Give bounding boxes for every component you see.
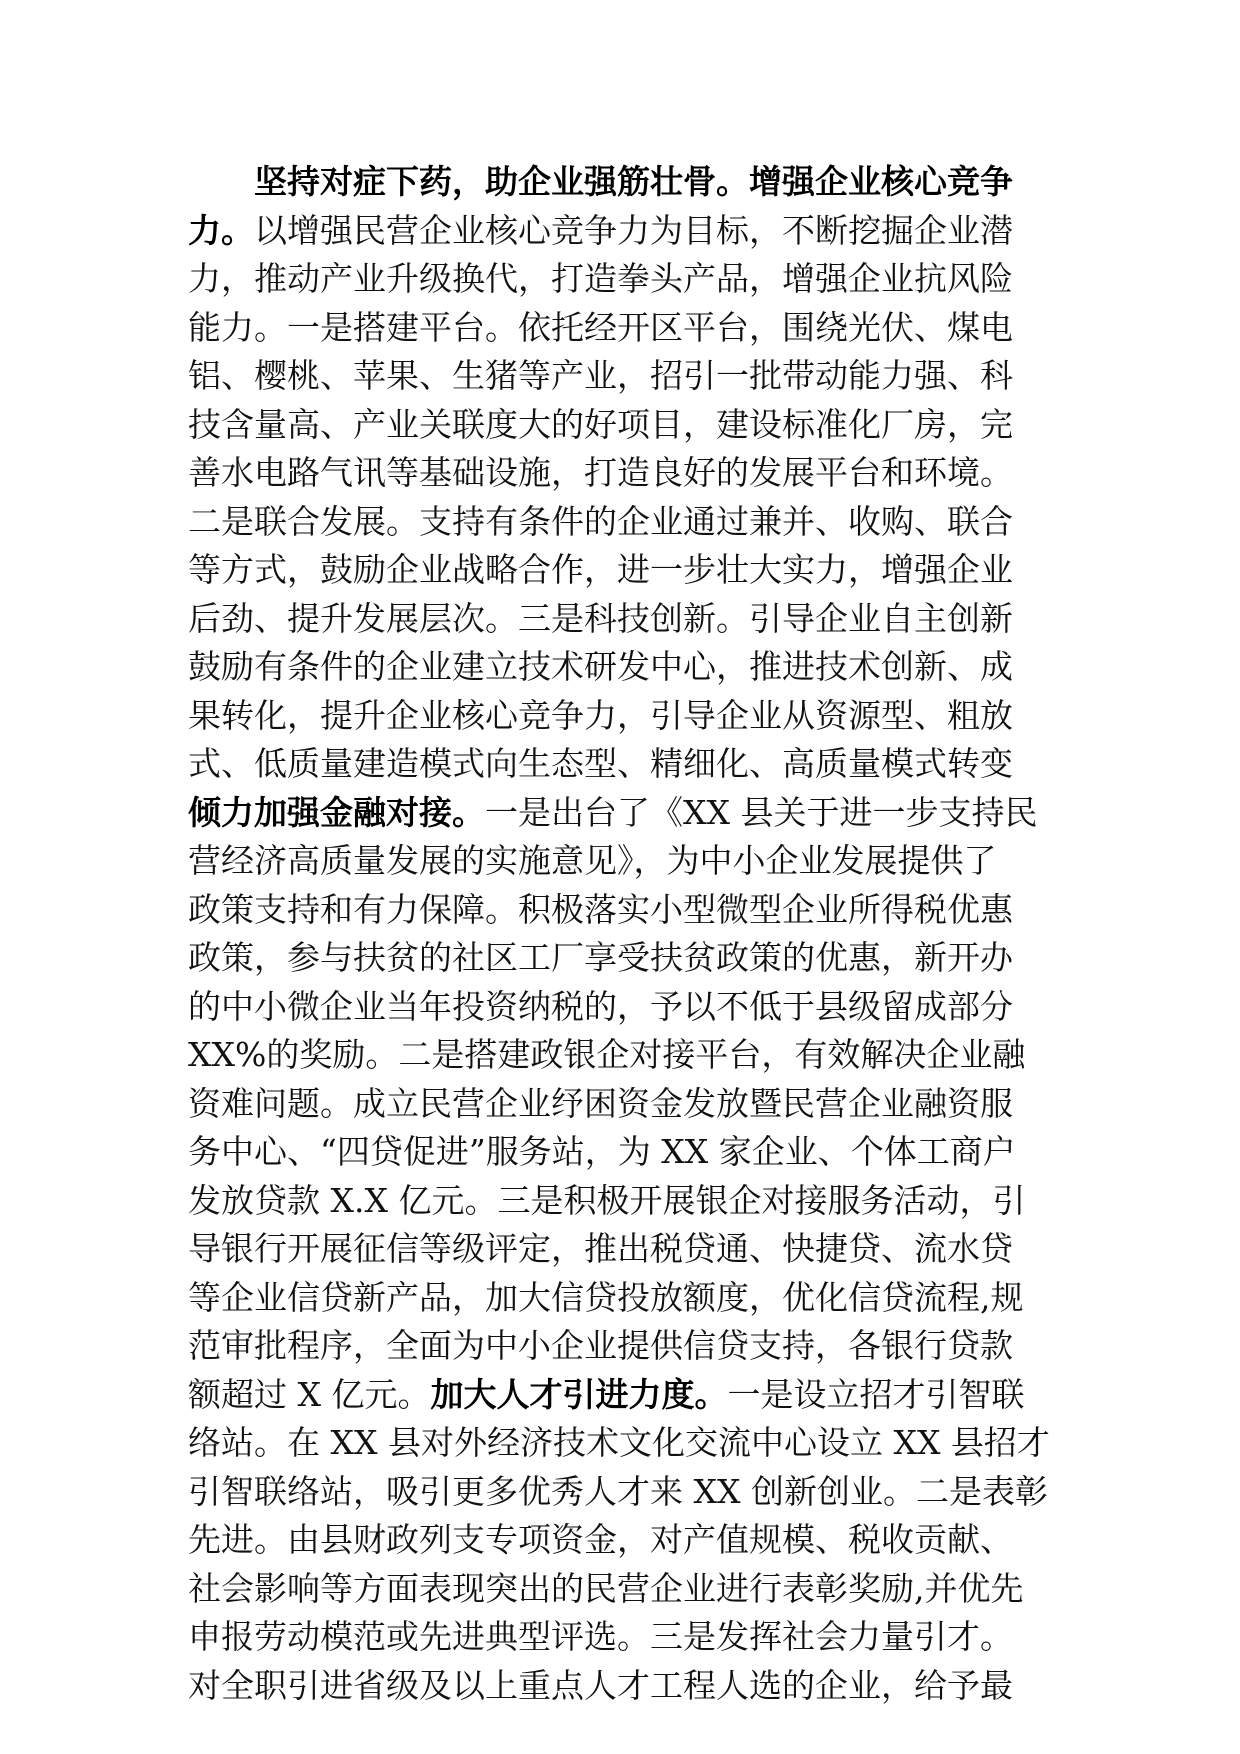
- text-line: [188, 1225, 1058, 1274]
- paragraph-text: 果转化，提升企业核心竞争力，引导企业从资源型、粗放: [188, 695, 1013, 735]
- text-line: [188, 1613, 1058, 1662]
- paragraph-text: 资难问题。成立民营企业纾困资金发放暨民营企业融资服: [188, 1083, 1013, 1123]
- paragraph-text: 式、低质量建造模式向生态型、精细化、高质量模式转变: [188, 744, 1013, 783]
- paragraph-text: 鼓励有条件的企业建立技术研发中心，推进技术创新、成: [188, 647, 1013, 686]
- text-line: [188, 449, 1058, 498]
- paragraph-text: 政策，参与扶贫的社区工厂享受扶贫政策的优惠，新开办: [188, 938, 1013, 977]
- paragraph-text: 一是出台了《XX 县关于进一步支持民: [485, 792, 1038, 832]
- paragraph-text: 务中心、“四贷促进”服务站，为 XX 家企业、个体工商户: [188, 1132, 1016, 1171]
- paragraph-text: 铝、樱桃、苹果、生猪等产业，招引一批带动能力强、科: [188, 356, 1013, 395]
- paragraph-text: 社会影响等方面表现突出的民营企业进行表彰奖励,并优先: [188, 1568, 1024, 1608]
- paragraph-text: 等方式，鼓励企业战略合作，进一步壮大实力，增强企业: [188, 550, 1013, 589]
- text-line: [188, 740, 1058, 789]
- paragraph-text: 能力。一是搭建平台。依托经开区平台，围绕光伏、煤电: [188, 307, 1013, 347]
- text-line: [188, 498, 1058, 547]
- paragraph-text: 先进。由县财政列支专项资金，对产值规模、税收贡献、: [188, 1520, 1013, 1559]
- text-line: [188, 1128, 1058, 1177]
- text-line: [188, 255, 1058, 304]
- paragraph-text: 络站。在 XX 县对外经济技术文化交流中心设立 XX 县招才: [188, 1423, 1050, 1462]
- text-line: [188, 595, 1058, 644]
- paragraph-text: 引智联络站，吸引更多优秀人才来 XX 创新创业。二是表彰: [188, 1471, 1048, 1511]
- paragraph-text: 等企业信贷新产品，加大信贷投放额度，优化信贷流程,规: [188, 1277, 1024, 1317]
- paragraph-text: 申报劳动模范或先进典型评选。三是发挥社会力量引才。: [188, 1617, 1013, 1656]
- bold-heading-text: 加大人才引进力度。: [430, 1374, 728, 1414]
- text-line: [188, 886, 1058, 935]
- body-text: [188, 158, 1058, 1710]
- text-line: [188, 1274, 1058, 1323]
- text-line: [188, 1516, 1058, 1565]
- text-line: [188, 692, 1058, 741]
- paragraph-text: 额超过 X 亿元。: [188, 1374, 431, 1414]
- paragraph-text: 营经济高质量发展的实施意见》，为中小企业发展提供了: [188, 841, 997, 880]
- text-line: [188, 1080, 1058, 1129]
- paragraph-text: 对全职引进省级及以上重点人才工程人选的企业，给予最: [188, 1665, 1013, 1705]
- text-line: [188, 1565, 1058, 1614]
- paragraph-text: 善水电路气讯等基础设施，打造良好的发展平台和环境。: [188, 453, 1013, 492]
- text-line: [188, 158, 1058, 207]
- text-line: [188, 1177, 1058, 1226]
- paragraph-text: 力，推动产业升级换代，打造拳头产品，增强企业抗风险: [188, 259, 1013, 298]
- bold-heading-text: 力。: [188, 210, 254, 250]
- text-line: [188, 1468, 1058, 1517]
- paragraph-text: 发放贷款 X.X 亿元。三是积极开展银企对接服务活动，引: [188, 1180, 1026, 1220]
- text-line: [188, 1322, 1058, 1371]
- paragraph-text: 二是联合发展。支持有条件的企业通过兼并、收购、联合: [188, 501, 1013, 541]
- text-line: [188, 207, 1058, 256]
- paragraph-text: 导银行开展征信等级评定，推出税贷通、快捷贷、流水贷: [188, 1229, 1013, 1268]
- text-line: [188, 934, 1058, 983]
- text-line: [188, 401, 1058, 450]
- paragraph-text: 一是设立招才引智联: [727, 1374, 1025, 1414]
- text-line: [188, 837, 1058, 886]
- text-line: [188, 1371, 1058, 1420]
- paragraph-text: 后劲、提升发展层次。三是科技创新。引导企业自主创新: [188, 598, 1013, 638]
- paragraph-text: XX%的奖励。二是搭建政银企对接平台，有效解决企业融: [188, 1035, 1026, 1074]
- text-line: [188, 1031, 1058, 1080]
- text-line: [188, 352, 1058, 401]
- bold-heading-text: 倾力加强金融对接。: [188, 792, 485, 832]
- paragraph-text: 以增强民营企业核心竞争力为目标，不断挖掘企业潜: [254, 210, 1013, 250]
- text-line: [188, 304, 1058, 353]
- paragraph-text: 范审批程序，全面为中小企业提供信贷支持，各银行贷款: [188, 1326, 1013, 1365]
- text-line: [188, 983, 1058, 1032]
- paragraph-text: 技含量高、产业关联度大的好项目，建设标准化厂房，完: [188, 404, 1013, 444]
- text-line: [188, 789, 1058, 838]
- paragraph-text: 的中小微企业当年投资纳税的，予以不低于县级留成部分: [188, 986, 1013, 1026]
- bold-heading-text: 坚持对症下药，助企业强筋壮骨。增强企业核心竞争: [254, 162, 1013, 201]
- text-line: [188, 643, 1058, 692]
- paragraph-text: 政策支持和有力保障。积极落实小型微型企业所得税优惠: [188, 889, 1013, 929]
- text-line: [188, 1419, 1058, 1468]
- text-line: [188, 1662, 1058, 1711]
- text-line: [188, 546, 1058, 595]
